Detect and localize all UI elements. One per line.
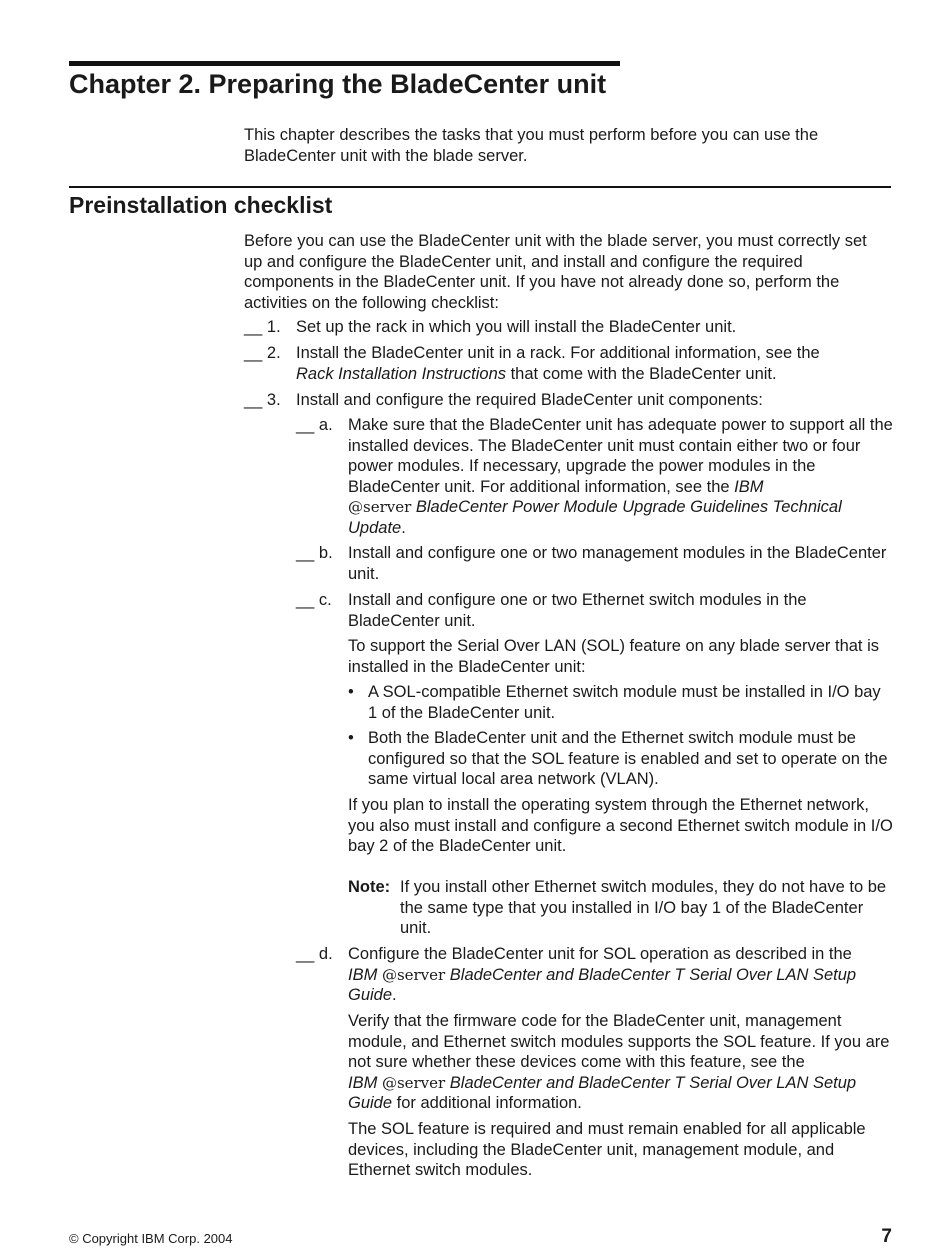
bullet-text: Both the BladeCenter unit and the Ethernet switch module must be configured so that the SOL feature is enabled and set to operate on the same virtual local area network (VLAN). — [368, 729, 888, 788]
bullet-text: A SOL-compatible Ethernet switch module must be installed in I/O bay 1 of the BladeCenter unit. — [368, 683, 881, 722]
checklist-subitem-a — [296, 415, 894, 538]
checklist-mark: __ 2. — [244, 344, 281, 362]
chapter-intro: This chapter describes the tasks that you must perform before you can use the BladeCenter unit with the blade server. — [244, 126, 819, 165]
checklist-mark: __ c. — [296, 591, 332, 609]
section-title: Preinstallation checklist — [69, 192, 333, 218]
text-run: Configure the BladeCenter unit for SOL operation as described in the — [348, 945, 852, 963]
eserver-logo: @server — [381, 1073, 446, 1092]
checklist-item-2 — [244, 343, 894, 384]
bullet-dot: • — [348, 683, 354, 701]
bullet-item — [348, 728, 894, 790]
checklist-text — [348, 944, 894, 1006]
text-run: . — [401, 518, 406, 537]
text-run: . — [392, 986, 397, 1004]
text-run: Make sure that the BladeCenter unit has adequate power to support all the installed devices. The BladeCenter unit must contain either two or four power modules. If necessary, upgrade the power modules in the BladeCenter unit. For additional information, see the — [348, 416, 893, 496]
note-text: If you install other Ethernet switch modules, they do not have to be the same type that you installed in I/O bay 1 of the BladeCenter unit. — [400, 878, 887, 937]
section-rule — [69, 186, 891, 188]
checklist-subitem-b — [296, 543, 894, 584]
checklist-text: Install and configure one or two Ethernet switch modules in the BladeCenter unit. — [348, 591, 807, 630]
doc-title-power-module: BladeCenter Power Module Upgrade Guidelines Technical Update — [348, 498, 842, 537]
checklist-mark: __ b. — [296, 544, 333, 562]
checklist-text — [348, 415, 894, 538]
verify-firmware-paragraph — [348, 1011, 894, 1114]
sol-intro: To support the Serial Over LAN (SOL) feature on any blade server that is installed in the BladeCenter unit: — [348, 637, 880, 676]
doc-title-rack-installation: Rack Installation Instructions — [296, 364, 507, 383]
bullet-dot: • — [348, 729, 354, 747]
checklist-item-3 — [244, 390, 894, 411]
text-run-italic: IBM — [734, 477, 764, 496]
checklist-mark: __ d. — [296, 945, 333, 963]
text-run-italic: IBM — [348, 1073, 378, 1092]
page-number: 7 — [881, 1226, 892, 1247]
checklist-mark: __ 3. — [244, 391, 281, 409]
text-run: Install the BladeCenter unit in a rack. For additional information, see the — [296, 344, 820, 362]
checklist-mark: __ 1. — [244, 318, 281, 336]
text-run: that come with the BladeCenter unit. — [506, 364, 777, 383]
footer-copyright: © Copyright IBM Corp. 2004 — [69, 1231, 233, 1246]
os-install-paragraph: If you plan to install the operating system through the Ethernet network, you also must install and configure a second Ethernet switch module in I/O bay 2 of the BladeCenter unit. — [348, 796, 893, 855]
note-label: Note: — [348, 878, 391, 896]
bullet-item — [348, 682, 894, 723]
checklist-text: Install and configure one or two management modules in the BladeCenter unit. — [348, 544, 887, 583]
sol-required-paragraph: The SOL feature is required and must remain enabled for all applicable devices, including the BladeCenter unit, management module, and Ethernet switch modules. — [348, 1120, 866, 1179]
checklist-preamble: Before you can use the BladeCenter unit with the blade server, you must correctly set up and configure the BladeCenter unit, and install and configure the required components in the BladeCenter unit. If you have not already done so, perform the activities on the following checklist: — [244, 232, 867, 312]
checklist-text: Install and configure the required BladeCenter unit components: — [296, 391, 763, 409]
text-run-italic: IBM — [348, 965, 378, 984]
checklist-item-1 — [244, 317, 894, 338]
checklist-subitem-d — [296, 944, 894, 1006]
checklist-mark: __ a. — [296, 416, 333, 434]
eserver-logo: @server — [348, 498, 412, 516]
checklist-text: Set up the rack in which you will install the BladeCenter unit. — [296, 318, 737, 336]
note — [348, 877, 894, 939]
checklist-text — [296, 343, 894, 384]
text-run: Verify that the firmware code for the BladeCenter unit, management module, and Ethernet switch modules supports the SOL feature. If you are not sure whether these devices come with this feature, see the — [348, 1012, 890, 1071]
chapter-title: Chapter 2. Preparing the BladeCenter unit — [69, 69, 607, 99]
doc-title-sol-setup-guide: BladeCenter and BladeCenter T Serial Over LAN Setup Guide — [348, 1073, 857, 1112]
checklist-subitem-c — [296, 590, 894, 631]
text-run: for additional information. — [392, 1094, 582, 1112]
doc-title-sol-setup-guide: BladeCenter and BladeCenter T Serial Over LAN Setup Guide — [348, 965, 857, 1004]
eserver-logo: @server — [381, 965, 446, 984]
